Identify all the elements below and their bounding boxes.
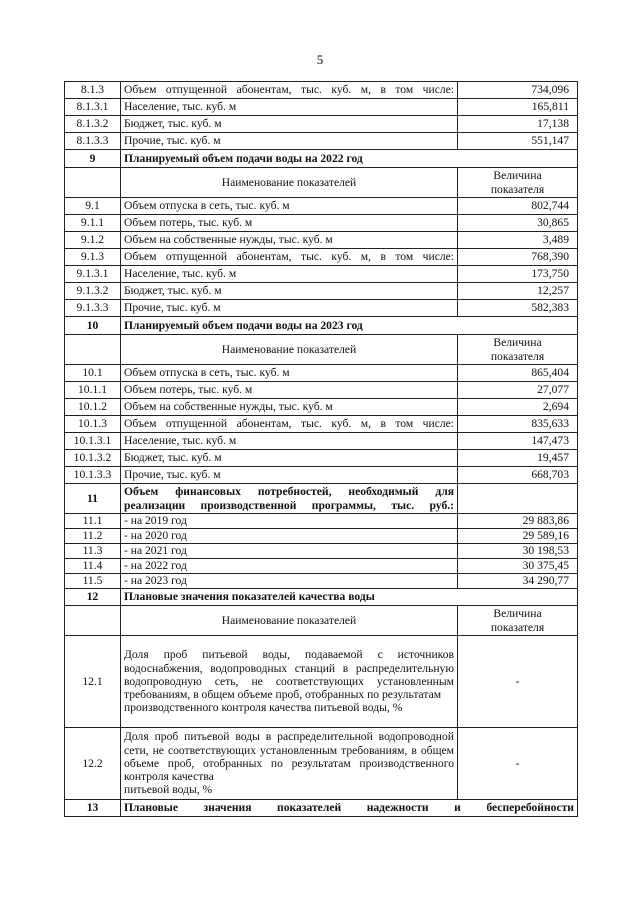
row-name: Прочие, тыс. куб. м xyxy=(121,133,458,150)
row-code: 11.3 xyxy=(65,544,121,559)
column-header-value xyxy=(458,168,578,198)
row-name xyxy=(121,636,458,728)
table-row xyxy=(65,450,578,467)
section-title xyxy=(121,484,458,514)
row-code: 9.1.3 xyxy=(65,249,121,266)
table-row xyxy=(65,416,578,433)
column-header-value xyxy=(458,335,578,365)
table-row xyxy=(65,266,578,283)
row-name: Объем отпуска в сеть, тыс. куб. м xyxy=(121,198,458,215)
header-blank xyxy=(65,606,121,636)
row-value: 27,077 xyxy=(458,382,578,399)
column-header-value-line2: показателя xyxy=(490,182,545,196)
section-row xyxy=(65,800,578,817)
row-code: 9.1.2 xyxy=(65,232,121,249)
row-name: - на 2023 год xyxy=(121,574,458,589)
row-code: 8.1.3.2 xyxy=(65,116,121,133)
row-value: 734,096 xyxy=(458,82,578,99)
row-value: 17,138 xyxy=(458,116,578,133)
row-value: 551,147 xyxy=(458,133,578,150)
table-row xyxy=(65,82,578,99)
section-title: Плановые значения показателей надежности и бесперебойности xyxy=(121,800,578,817)
column-header-name: Наименование показателей xyxy=(121,606,458,636)
row-value: 768,390 xyxy=(458,249,578,266)
row-value: 582,383 xyxy=(458,300,578,317)
section-title-line1: Объем финансовых потребностей, необходимый для xyxy=(124,485,454,498)
table-row xyxy=(65,574,578,589)
section-row xyxy=(65,589,578,606)
column-header-value-line1: Величина xyxy=(493,335,542,349)
row-value: 2,694 xyxy=(458,399,578,416)
row-value: 29 589,16 xyxy=(458,529,578,544)
row-value: 165,811 xyxy=(458,99,578,116)
section-title-line2: реализации производственной программы, тыс. руб.: xyxy=(124,498,454,512)
column-header-value-line2: показателя xyxy=(490,620,545,634)
table-row xyxy=(65,544,578,559)
row-code: 10.1.2 xyxy=(65,399,121,416)
table-row xyxy=(65,249,578,266)
row-name: Прочие, тыс. куб. м xyxy=(121,467,458,484)
row-name: - на 2021 год xyxy=(121,544,458,559)
column-header-name: Наименование показателей xyxy=(121,168,458,198)
row-name: Объем потерь, тыс. куб. м xyxy=(121,215,458,232)
table-row xyxy=(65,636,578,728)
row-code: 10.1.3.1 xyxy=(65,433,121,450)
row-value: 147,473 xyxy=(458,433,578,450)
row-name: Население, тыс. куб. м xyxy=(121,99,458,116)
row-code: 10.1 xyxy=(65,365,121,382)
section-title: Планируемый объем подачи воды на 2022 год xyxy=(121,150,578,168)
table-row xyxy=(65,382,578,399)
row-name-text: Доля проб питьевой воды, подаваемой с источников водоснабжения, водопроводных станций в распределительную водопроводную сеть, не соответствующих установленным требованиям, в общем объеме проб, отобранных по результатам xyxy=(124,648,454,702)
table-body xyxy=(65,82,578,817)
section-row xyxy=(65,317,578,335)
row-value: 668,703 xyxy=(458,467,578,484)
row-name: Объем отпущенной абонентам, тыс. куб. м, в том числе: xyxy=(121,249,458,266)
row-name: Бюджет, тыс. куб. м xyxy=(121,450,458,467)
table-row xyxy=(65,467,578,484)
section-row xyxy=(65,484,578,514)
column-header-value-line2: показателя xyxy=(490,349,545,363)
table-row xyxy=(65,232,578,249)
row-name-last-line: питьевой воды, % xyxy=(124,783,213,797)
table-row xyxy=(65,283,578,300)
table-row xyxy=(65,559,578,574)
row-name: Население, тыс. куб. м xyxy=(121,266,458,283)
table-row xyxy=(65,198,578,215)
row-code: 8.1.3.1 xyxy=(65,99,121,116)
row-name: Население, тыс. куб. м xyxy=(121,433,458,450)
row-name: Объем отпущенной абонентам, тыс. куб. м, в том числе: xyxy=(121,416,458,433)
section-code: 11 xyxy=(65,484,121,514)
table-row xyxy=(65,116,578,133)
row-value: 173,750 xyxy=(458,266,578,283)
row-code: 11.4 xyxy=(65,559,121,574)
row-code: 12.2 xyxy=(65,728,121,800)
row-code: 9.1.3.1 xyxy=(65,266,121,283)
row-code: 11.5 xyxy=(65,574,121,589)
row-code: 11.2 xyxy=(65,529,121,544)
section-value-blank xyxy=(458,484,578,514)
row-code: 11.1 xyxy=(65,514,121,529)
row-code: 10.1.3.3 xyxy=(65,467,121,484)
column-header-value xyxy=(458,606,578,636)
row-name: Объем отпуска в сеть, тыс. куб. м xyxy=(121,365,458,382)
row-value: 835,633 xyxy=(458,416,578,433)
row-value: 802,744 xyxy=(458,198,578,215)
row-code: 8.1.3.3 xyxy=(65,133,121,150)
row-value: 29 883,86 xyxy=(458,514,578,529)
row-code: 9.1.3.2 xyxy=(65,283,121,300)
column-header-value-line1: Величина xyxy=(493,606,542,620)
column-header-value-line1: Величина xyxy=(493,168,542,182)
row-value: - xyxy=(458,728,578,800)
row-name: - на 2020 год xyxy=(121,529,458,544)
table-row xyxy=(65,728,578,800)
row-value: 19,457 xyxy=(458,450,578,467)
section-code: 13 xyxy=(65,800,121,817)
table-row xyxy=(65,365,578,382)
row-name: Бюджет, тыс. куб. м xyxy=(121,116,458,133)
column-header-row xyxy=(65,168,578,198)
section-title: Планируемый объем подачи воды на 2023 год xyxy=(121,317,578,335)
row-value: 3,489 xyxy=(458,232,578,249)
row-code: 10.1.3 xyxy=(65,416,121,433)
row-value: - xyxy=(458,636,578,728)
table-row xyxy=(65,99,578,116)
row-name: Объем на собственные нужды, тыс. куб. м xyxy=(121,399,458,416)
row-code: 10.1.1 xyxy=(65,382,121,399)
table-row xyxy=(65,300,578,317)
header-blank xyxy=(65,335,121,365)
header-blank xyxy=(65,168,121,198)
section-code: 10 xyxy=(65,317,121,335)
table-row xyxy=(65,529,578,544)
row-value: 30 375,45 xyxy=(458,559,578,574)
page-number: 5 xyxy=(316,52,324,67)
row-name: Бюджет, тыс. куб. м xyxy=(121,283,458,300)
row-code: 9.1 xyxy=(65,198,121,215)
section-row xyxy=(65,150,578,168)
table-row xyxy=(65,433,578,450)
row-value: 12,257 xyxy=(458,283,578,300)
row-value: 34 290,77 xyxy=(458,574,578,589)
row-name-last-line: производственного контроля качества питьевой воды, % xyxy=(124,701,403,715)
column-header-row xyxy=(65,606,578,636)
row-name-text: Доля проб питьевой воды в распределительной водопроводной сети, не соответствующих установленным требованиям, в общем объеме проб, отобранных по результатам производственного контроля качества xyxy=(124,730,454,784)
table-row xyxy=(65,133,578,150)
row-code: 12.1 xyxy=(65,636,121,728)
column-header-row xyxy=(65,335,578,365)
column-header-name: Наименование показателей xyxy=(121,335,458,365)
row-code: 8.1.3 xyxy=(65,82,121,99)
row-name: - на 2022 год xyxy=(121,559,458,574)
table-row xyxy=(65,399,578,416)
row-code: 9.1.3.3 xyxy=(65,300,121,317)
section-title: Плановые значения показателей качества воды xyxy=(121,589,578,606)
section-code: 12 xyxy=(65,589,121,606)
table-row xyxy=(65,215,578,232)
row-code: 9.1.1 xyxy=(65,215,121,232)
row-name: - на 2019 год xyxy=(121,514,458,529)
row-name: Прочие, тыс. куб. м xyxy=(121,300,458,317)
row-name xyxy=(121,728,458,800)
row-value: 865,404 xyxy=(458,365,578,382)
indicators-table xyxy=(64,81,578,817)
row-name: Объем потерь, тыс. куб. м xyxy=(121,382,458,399)
section-code: 9 xyxy=(65,150,121,168)
row-name: Объем отпущенной абонентам, тыс. куб. м, в том числе: xyxy=(121,82,458,99)
row-value: 30,865 xyxy=(458,215,578,232)
table-row xyxy=(65,514,578,529)
row-name: Объем на собственные нужды, тыс. куб. м xyxy=(121,232,458,249)
row-value: 30 198,53 xyxy=(458,544,578,559)
row-code: 10.1.3.2 xyxy=(65,450,121,467)
